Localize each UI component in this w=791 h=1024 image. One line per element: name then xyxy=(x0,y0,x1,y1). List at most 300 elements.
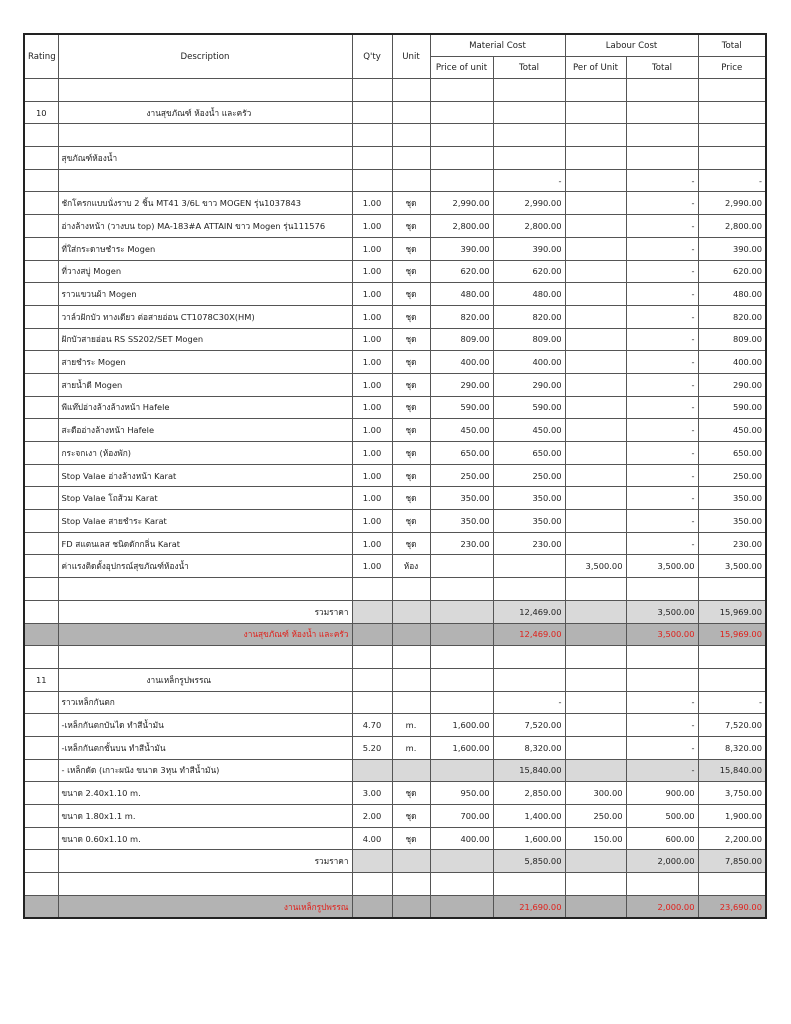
cell-qty: 1.00 xyxy=(352,215,392,238)
cell-mat-total: 7,520.00 xyxy=(493,714,565,737)
cell-qty xyxy=(352,895,392,918)
cell-desc: ขนาด 2.40x1.10 m. xyxy=(58,782,352,805)
cell-qty xyxy=(352,873,392,896)
cell-rating xyxy=(24,873,58,896)
cell-total: 7,520.00 xyxy=(698,714,766,737)
cell-rating xyxy=(24,192,58,215)
cell-rating xyxy=(24,169,58,192)
cell-lab-total: - xyxy=(626,237,698,260)
cell-lab-unit xyxy=(565,873,626,896)
cell-mat-unit: 1,600.00 xyxy=(430,736,493,759)
cell-rating xyxy=(24,283,58,306)
table-row xyxy=(24,237,766,260)
table-row xyxy=(24,578,766,601)
cell-qty: 5.20 xyxy=(352,736,392,759)
cell-lab-unit xyxy=(565,714,626,737)
cell-unit xyxy=(392,850,430,873)
cell-lab-total xyxy=(626,578,698,601)
cell-qty xyxy=(352,691,392,714)
cell-lab-unit: 150.00 xyxy=(565,827,626,850)
table-row xyxy=(24,373,766,396)
cell-total xyxy=(698,79,766,102)
cell-qty xyxy=(352,600,392,623)
cell-mat-total: 809.00 xyxy=(493,328,565,351)
cell-qty: 1.00 xyxy=(352,419,392,442)
cell-qty xyxy=(352,759,392,782)
cell-lab-unit xyxy=(565,147,626,170)
cell-total: 620.00 xyxy=(698,260,766,283)
cell-rating xyxy=(24,215,58,238)
cell-mat-total: 8,320.00 xyxy=(493,736,565,759)
cell-mat-unit xyxy=(430,124,493,147)
cell-rating xyxy=(24,827,58,850)
cell-mat-unit: 950.00 xyxy=(430,782,493,805)
cell-desc: FD สแตนเลส ชนิดดักกลิ่น Karat xyxy=(58,532,352,555)
cell-unit: ชุด xyxy=(392,532,430,555)
cell-lab-total: 2,000.00 xyxy=(626,895,698,918)
table-row xyxy=(24,305,766,328)
cell-qty: 1.00 xyxy=(352,464,392,487)
cell-rating xyxy=(24,442,58,465)
cell-unit: ชุด xyxy=(392,260,430,283)
cell-lab-unit xyxy=(565,736,626,759)
cell-rating xyxy=(24,510,58,533)
header-qty: Q'ty xyxy=(352,34,392,79)
cell-mat-unit: 2,990.00 xyxy=(430,192,493,215)
cell-mat-unit: 250.00 xyxy=(430,464,493,487)
cell-desc: Stop Valae สายชำระ Karat xyxy=(58,510,352,533)
header-material-total: Total xyxy=(493,57,565,79)
cell-total xyxy=(698,147,766,170)
cell-lab-unit: 3,500.00 xyxy=(565,555,626,578)
cell-desc: ราวเหล็กกันตก xyxy=(58,691,352,714)
cell-rating xyxy=(24,623,58,646)
table-row xyxy=(24,79,766,102)
cell-lab-total: - xyxy=(626,328,698,351)
cell-mat-unit xyxy=(430,895,493,918)
cell-lab-unit xyxy=(565,328,626,351)
cell-rating xyxy=(24,759,58,782)
cell-qty xyxy=(352,101,392,124)
cell-mat-total: - xyxy=(493,691,565,714)
cell-mat-total xyxy=(493,124,565,147)
cell-unit: ชุด xyxy=(392,237,430,260)
cell-unit: ชุด xyxy=(392,487,430,510)
cell-mat-total xyxy=(493,578,565,601)
cell-lab-total: 2,000.00 xyxy=(626,850,698,873)
cell-mat-total: 390.00 xyxy=(493,237,565,260)
cell-lab-total: - xyxy=(626,169,698,192)
cell-qty: 1.00 xyxy=(352,532,392,555)
cell-desc: -เหล็กกันตกบันได ทำสีน้ำมัน xyxy=(58,714,352,737)
cell-desc: งานสุขภัณฑ์ ห้องน้ำ และครัว xyxy=(58,623,352,646)
cell-qty xyxy=(352,578,392,601)
cell-lab-total: - xyxy=(626,691,698,714)
header-material-cost: Material Cost xyxy=(430,34,565,57)
boq-body xyxy=(24,79,766,919)
cell-rating xyxy=(24,555,58,578)
cell-mat-total: 820.00 xyxy=(493,305,565,328)
cell-lab-unit xyxy=(565,215,626,238)
cell-lab-unit xyxy=(565,79,626,102)
cell-mat-total: 450.00 xyxy=(493,419,565,442)
table-row xyxy=(24,759,766,782)
cell-qty: 1.00 xyxy=(352,351,392,374)
table-row xyxy=(24,736,766,759)
section-row xyxy=(24,101,766,124)
cell-mat-total: 5,850.00 xyxy=(493,850,565,873)
cell-rating xyxy=(24,419,58,442)
cell-lab-total: 3,500.00 xyxy=(626,623,698,646)
cell-qty: 1.00 xyxy=(352,510,392,533)
cell-lab-unit xyxy=(565,668,626,691)
cell-mat-total: 230.00 xyxy=(493,532,565,555)
cell-rating xyxy=(24,736,58,759)
cell-unit xyxy=(392,873,430,896)
cell-mat-unit: 450.00 xyxy=(430,419,493,442)
cell-total xyxy=(698,873,766,896)
table-row xyxy=(24,510,766,533)
cell-rating xyxy=(24,373,58,396)
cell-lab-unit xyxy=(565,101,626,124)
cell-mat-total: - xyxy=(493,169,565,192)
cell-qty xyxy=(352,147,392,170)
cell-lab-total: - xyxy=(626,215,698,238)
cell-rating xyxy=(24,79,58,102)
cell-total: - xyxy=(698,169,766,192)
cell-lab-total: - xyxy=(626,419,698,442)
cell-lab-total: - xyxy=(626,759,698,782)
cell-mat-unit: 2,800.00 xyxy=(430,215,493,238)
cell-qty xyxy=(352,850,392,873)
cell-lab-unit xyxy=(565,373,626,396)
cell-desc: สุขภัณฑ์ห้องน้ำ xyxy=(58,147,352,170)
cell-desc: สะดืออ่างล้างหน้า Hafele xyxy=(58,419,352,442)
cell-mat-total xyxy=(493,668,565,691)
cell-lab-total xyxy=(626,101,698,124)
cell-desc xyxy=(58,646,352,669)
header-labour-total: Total xyxy=(626,57,698,79)
cell-mat-unit xyxy=(430,668,493,691)
cell-qty: 1.00 xyxy=(352,373,392,396)
cell-unit xyxy=(392,759,430,782)
cell-mat-unit: 350.00 xyxy=(430,510,493,533)
cell-qty: 1.00 xyxy=(352,396,392,419)
cell-lab-unit xyxy=(565,578,626,601)
cell-total: 8,320.00 xyxy=(698,736,766,759)
grand-total-row xyxy=(24,623,766,646)
cell-unit xyxy=(392,124,430,147)
cell-lab-unit xyxy=(565,464,626,487)
table-row xyxy=(24,873,766,896)
cell-lab-total xyxy=(626,873,698,896)
cell-total: 590.00 xyxy=(698,396,766,419)
cell-lab-unit xyxy=(565,759,626,782)
table-row xyxy=(24,192,766,215)
table-row xyxy=(24,169,766,192)
cell-total: 2,200.00 xyxy=(698,827,766,850)
cell-mat-unit: 1,600.00 xyxy=(430,714,493,737)
cell-unit: ชุด xyxy=(392,827,430,850)
cell-lab-total: - xyxy=(626,736,698,759)
cell-qty: 1.00 xyxy=(352,260,392,283)
cell-desc: ฝักบัวสายอ่อน RS SS202/SET Mogen xyxy=(58,328,352,351)
cell-desc: งานเหล็กรูปพรรณ xyxy=(58,668,352,691)
cell-total: 7,850.00 xyxy=(698,850,766,873)
cell-rating xyxy=(24,328,58,351)
table-row xyxy=(24,283,766,306)
cell-mat-unit: 700.00 xyxy=(430,805,493,828)
boq-table xyxy=(23,33,767,919)
cell-mat-total: 250.00 xyxy=(493,464,565,487)
cell-rating xyxy=(24,578,58,601)
cell-qty: 4.00 xyxy=(352,827,392,850)
cell-rating xyxy=(24,805,58,828)
cell-unit: ชุด xyxy=(392,305,430,328)
cell-lab-total xyxy=(626,79,698,102)
cell-lab-unit: 250.00 xyxy=(565,805,626,828)
cell-total: 400.00 xyxy=(698,351,766,374)
cell-desc: รวมราคา xyxy=(58,850,352,873)
cell-total: 650.00 xyxy=(698,442,766,465)
cell-total: 350.00 xyxy=(698,510,766,533)
cell-unit: ชุด xyxy=(392,396,430,419)
cell-desc: ขนาด 0.60x1.10 m. xyxy=(58,827,352,850)
cell-mat-unit xyxy=(430,600,493,623)
cell-unit xyxy=(392,600,430,623)
table-row xyxy=(24,487,766,510)
header-per-of-unit: Per of Unit xyxy=(565,57,626,79)
cell-rating: 10 xyxy=(24,101,58,124)
cell-lab-unit: 300.00 xyxy=(565,782,626,805)
cell-lab-total: - xyxy=(626,283,698,306)
table-row xyxy=(24,351,766,374)
cell-qty xyxy=(352,169,392,192)
cell-mat-unit: 400.00 xyxy=(430,351,493,374)
table-row xyxy=(24,396,766,419)
section-row xyxy=(24,668,766,691)
cell-desc: ที่ใส่กระดาษชำระ Mogen xyxy=(58,237,352,260)
cell-mat-total: 1,400.00 xyxy=(493,805,565,828)
cell-mat-total: 620.00 xyxy=(493,260,565,283)
cell-total: 1,900.00 xyxy=(698,805,766,828)
cell-qty: 1.00 xyxy=(352,305,392,328)
cell-rating xyxy=(24,305,58,328)
cell-mat-total: 2,800.00 xyxy=(493,215,565,238)
cell-unit: m. xyxy=(392,714,430,737)
cell-mat-total xyxy=(493,646,565,669)
header-price: Price xyxy=(698,57,766,79)
header-labour-cost: Labour Cost xyxy=(565,34,698,57)
cell-unit: ชุด xyxy=(392,373,430,396)
cell-total: - xyxy=(698,691,766,714)
cell-total: 15,969.00 xyxy=(698,623,766,646)
cell-desc: ขนาด 1.80x1.1 m. xyxy=(58,805,352,828)
cell-desc: ที่วางสบู่ Mogen xyxy=(58,260,352,283)
cell-lab-total: - xyxy=(626,714,698,737)
cell-unit xyxy=(392,895,430,918)
cell-total: 230.00 xyxy=(698,532,766,555)
subtotal-row xyxy=(24,600,766,623)
cell-qty xyxy=(352,124,392,147)
cell-lab-total: 500.00 xyxy=(626,805,698,828)
cell-total: 2,990.00 xyxy=(698,192,766,215)
table-row xyxy=(24,260,766,283)
cell-mat-total: 400.00 xyxy=(493,351,565,374)
cell-rating xyxy=(24,487,58,510)
cell-unit: ชุด xyxy=(392,192,430,215)
cell-lab-total: - xyxy=(626,510,698,533)
cell-total xyxy=(698,124,766,147)
table-row xyxy=(24,328,766,351)
cell-desc: วาล์วฝักบัว ทางเดียว ต่อสายอ่อน CT1078C30X(HM) xyxy=(58,305,352,328)
cell-qty: 1.00 xyxy=(352,442,392,465)
header-unit: Unit xyxy=(392,34,430,79)
cell-mat-total: 350.00 xyxy=(493,510,565,533)
cell-lab-total: - xyxy=(626,260,698,283)
cell-total: 2,800.00 xyxy=(698,215,766,238)
cell-qty: 2.00 xyxy=(352,805,392,828)
cell-lab-unit xyxy=(565,124,626,147)
cell-mat-unit xyxy=(430,691,493,714)
cell-mat-total: 350.00 xyxy=(493,487,565,510)
cell-unit: ชุด xyxy=(392,215,430,238)
cell-mat-total: 480.00 xyxy=(493,283,565,306)
cell-unit xyxy=(392,668,430,691)
table-row xyxy=(24,532,766,555)
cell-unit: ชุด xyxy=(392,805,430,828)
cell-qty: 1.00 xyxy=(352,283,392,306)
cell-lab-total: - xyxy=(626,396,698,419)
cell-total: 480.00 xyxy=(698,283,766,306)
cell-unit: ชุด xyxy=(392,442,430,465)
cell-total: 15,969.00 xyxy=(698,600,766,623)
cell-unit: ชุด xyxy=(392,464,430,487)
cell-lab-unit xyxy=(565,419,626,442)
cell-desc: สายน้ำดี Mogen xyxy=(58,373,352,396)
cell-mat-unit: 400.00 xyxy=(430,827,493,850)
cell-mat-unit: 390.00 xyxy=(430,237,493,260)
cell-rating xyxy=(24,532,58,555)
cell-mat-total: 21,690.00 xyxy=(493,895,565,918)
cell-lab-total: - xyxy=(626,532,698,555)
table-row xyxy=(24,464,766,487)
cell-mat-unit xyxy=(430,850,493,873)
table-row xyxy=(24,714,766,737)
cell-desc: Stop Valae โถส้วม Karat xyxy=(58,487,352,510)
cell-total: 15,840.00 xyxy=(698,759,766,782)
cell-desc: งานเหล็กรูปพรรณ xyxy=(58,895,352,918)
cell-total: 390.00 xyxy=(698,237,766,260)
cell-lab-total xyxy=(626,124,698,147)
cell-mat-total xyxy=(493,555,565,578)
cell-mat-unit: 290.00 xyxy=(430,373,493,396)
cell-rating xyxy=(24,260,58,283)
header-description: Description xyxy=(58,34,352,79)
cell-desc: -เหล็กกันตกชั้นบน ทำสีน้ำมัน xyxy=(58,736,352,759)
cell-unit xyxy=(392,623,430,646)
cell-mat-unit xyxy=(430,623,493,646)
cell-desc: รวมราคา xyxy=(58,600,352,623)
cell-total: 23,690.00 xyxy=(698,895,766,918)
cell-mat-unit: 350.00 xyxy=(430,487,493,510)
cell-lab-unit xyxy=(565,237,626,260)
cell-lab-unit xyxy=(565,600,626,623)
cell-unit xyxy=(392,169,430,192)
cell-mat-total: 1,600.00 xyxy=(493,827,565,850)
cell-desc: - เหล็กดัด (เกาะผนัง ขนาด 3หุน ทำสีน้ำมัน) xyxy=(58,759,352,782)
cell-lab-unit xyxy=(565,305,626,328)
cell-unit xyxy=(392,79,430,102)
table-row xyxy=(24,805,766,828)
cell-mat-unit: 650.00 xyxy=(430,442,493,465)
cell-desc: สายชำระ Mogen xyxy=(58,351,352,374)
cell-desc: กระจกเงา (ห้องพัก) xyxy=(58,442,352,465)
cell-unit: ชุด xyxy=(392,510,430,533)
cell-total xyxy=(698,101,766,124)
cell-mat-unit xyxy=(430,646,493,669)
cell-desc: Stop Valae อ่างล้างหน้า Karat xyxy=(58,464,352,487)
cell-unit xyxy=(392,578,430,601)
cell-unit: ชุด xyxy=(392,328,430,351)
table-row xyxy=(24,691,766,714)
cell-mat-total: 290.00 xyxy=(493,373,565,396)
cell-rating: 11 xyxy=(24,668,58,691)
cell-desc xyxy=(58,79,352,102)
cell-qty: 1.00 xyxy=(352,487,392,510)
header-price-of-unit: Price of unit xyxy=(430,57,493,79)
cell-unit: ชุด xyxy=(392,782,430,805)
cell-unit: ชุด xyxy=(392,351,430,374)
cell-mat-total: 590.00 xyxy=(493,396,565,419)
cell-mat-total xyxy=(493,101,565,124)
cell-qty: 3.00 xyxy=(352,782,392,805)
cell-lab-unit xyxy=(565,442,626,465)
cell-desc: ชักโครกแบบนั่งราบ 2 ชิ้น MT41 3/6L ขาว MOGEN รุ่น1037843 xyxy=(58,192,352,215)
cell-lab-unit xyxy=(565,260,626,283)
cell-qty xyxy=(352,646,392,669)
cell-unit xyxy=(392,691,430,714)
cell-unit: m. xyxy=(392,736,430,759)
cell-total xyxy=(698,668,766,691)
cell-rating xyxy=(24,895,58,918)
cell-unit: ห้อง xyxy=(392,555,430,578)
cell-lab-total: - xyxy=(626,305,698,328)
cell-total xyxy=(698,646,766,669)
cell-total: 3,500.00 xyxy=(698,555,766,578)
cell-unit: ชุด xyxy=(392,283,430,306)
cell-desc xyxy=(58,578,352,601)
cell-total: 290.00 xyxy=(698,373,766,396)
cell-lab-total xyxy=(626,668,698,691)
cell-rating xyxy=(24,850,58,873)
subtotal-row xyxy=(24,850,766,873)
table-row xyxy=(24,124,766,147)
cell-lab-unit xyxy=(565,895,626,918)
cell-lab-unit xyxy=(565,510,626,533)
cell-mat-unit xyxy=(430,147,493,170)
table-row xyxy=(24,827,766,850)
table-row xyxy=(24,782,766,805)
cell-lab-unit xyxy=(565,283,626,306)
cell-qty: 1.00 xyxy=(352,555,392,578)
cell-lab-unit xyxy=(565,691,626,714)
cell-lab-unit xyxy=(565,192,626,215)
cell-unit xyxy=(392,147,430,170)
cell-rating xyxy=(24,464,58,487)
cell-lab-total xyxy=(626,147,698,170)
header-rating: Rating xyxy=(24,34,58,79)
